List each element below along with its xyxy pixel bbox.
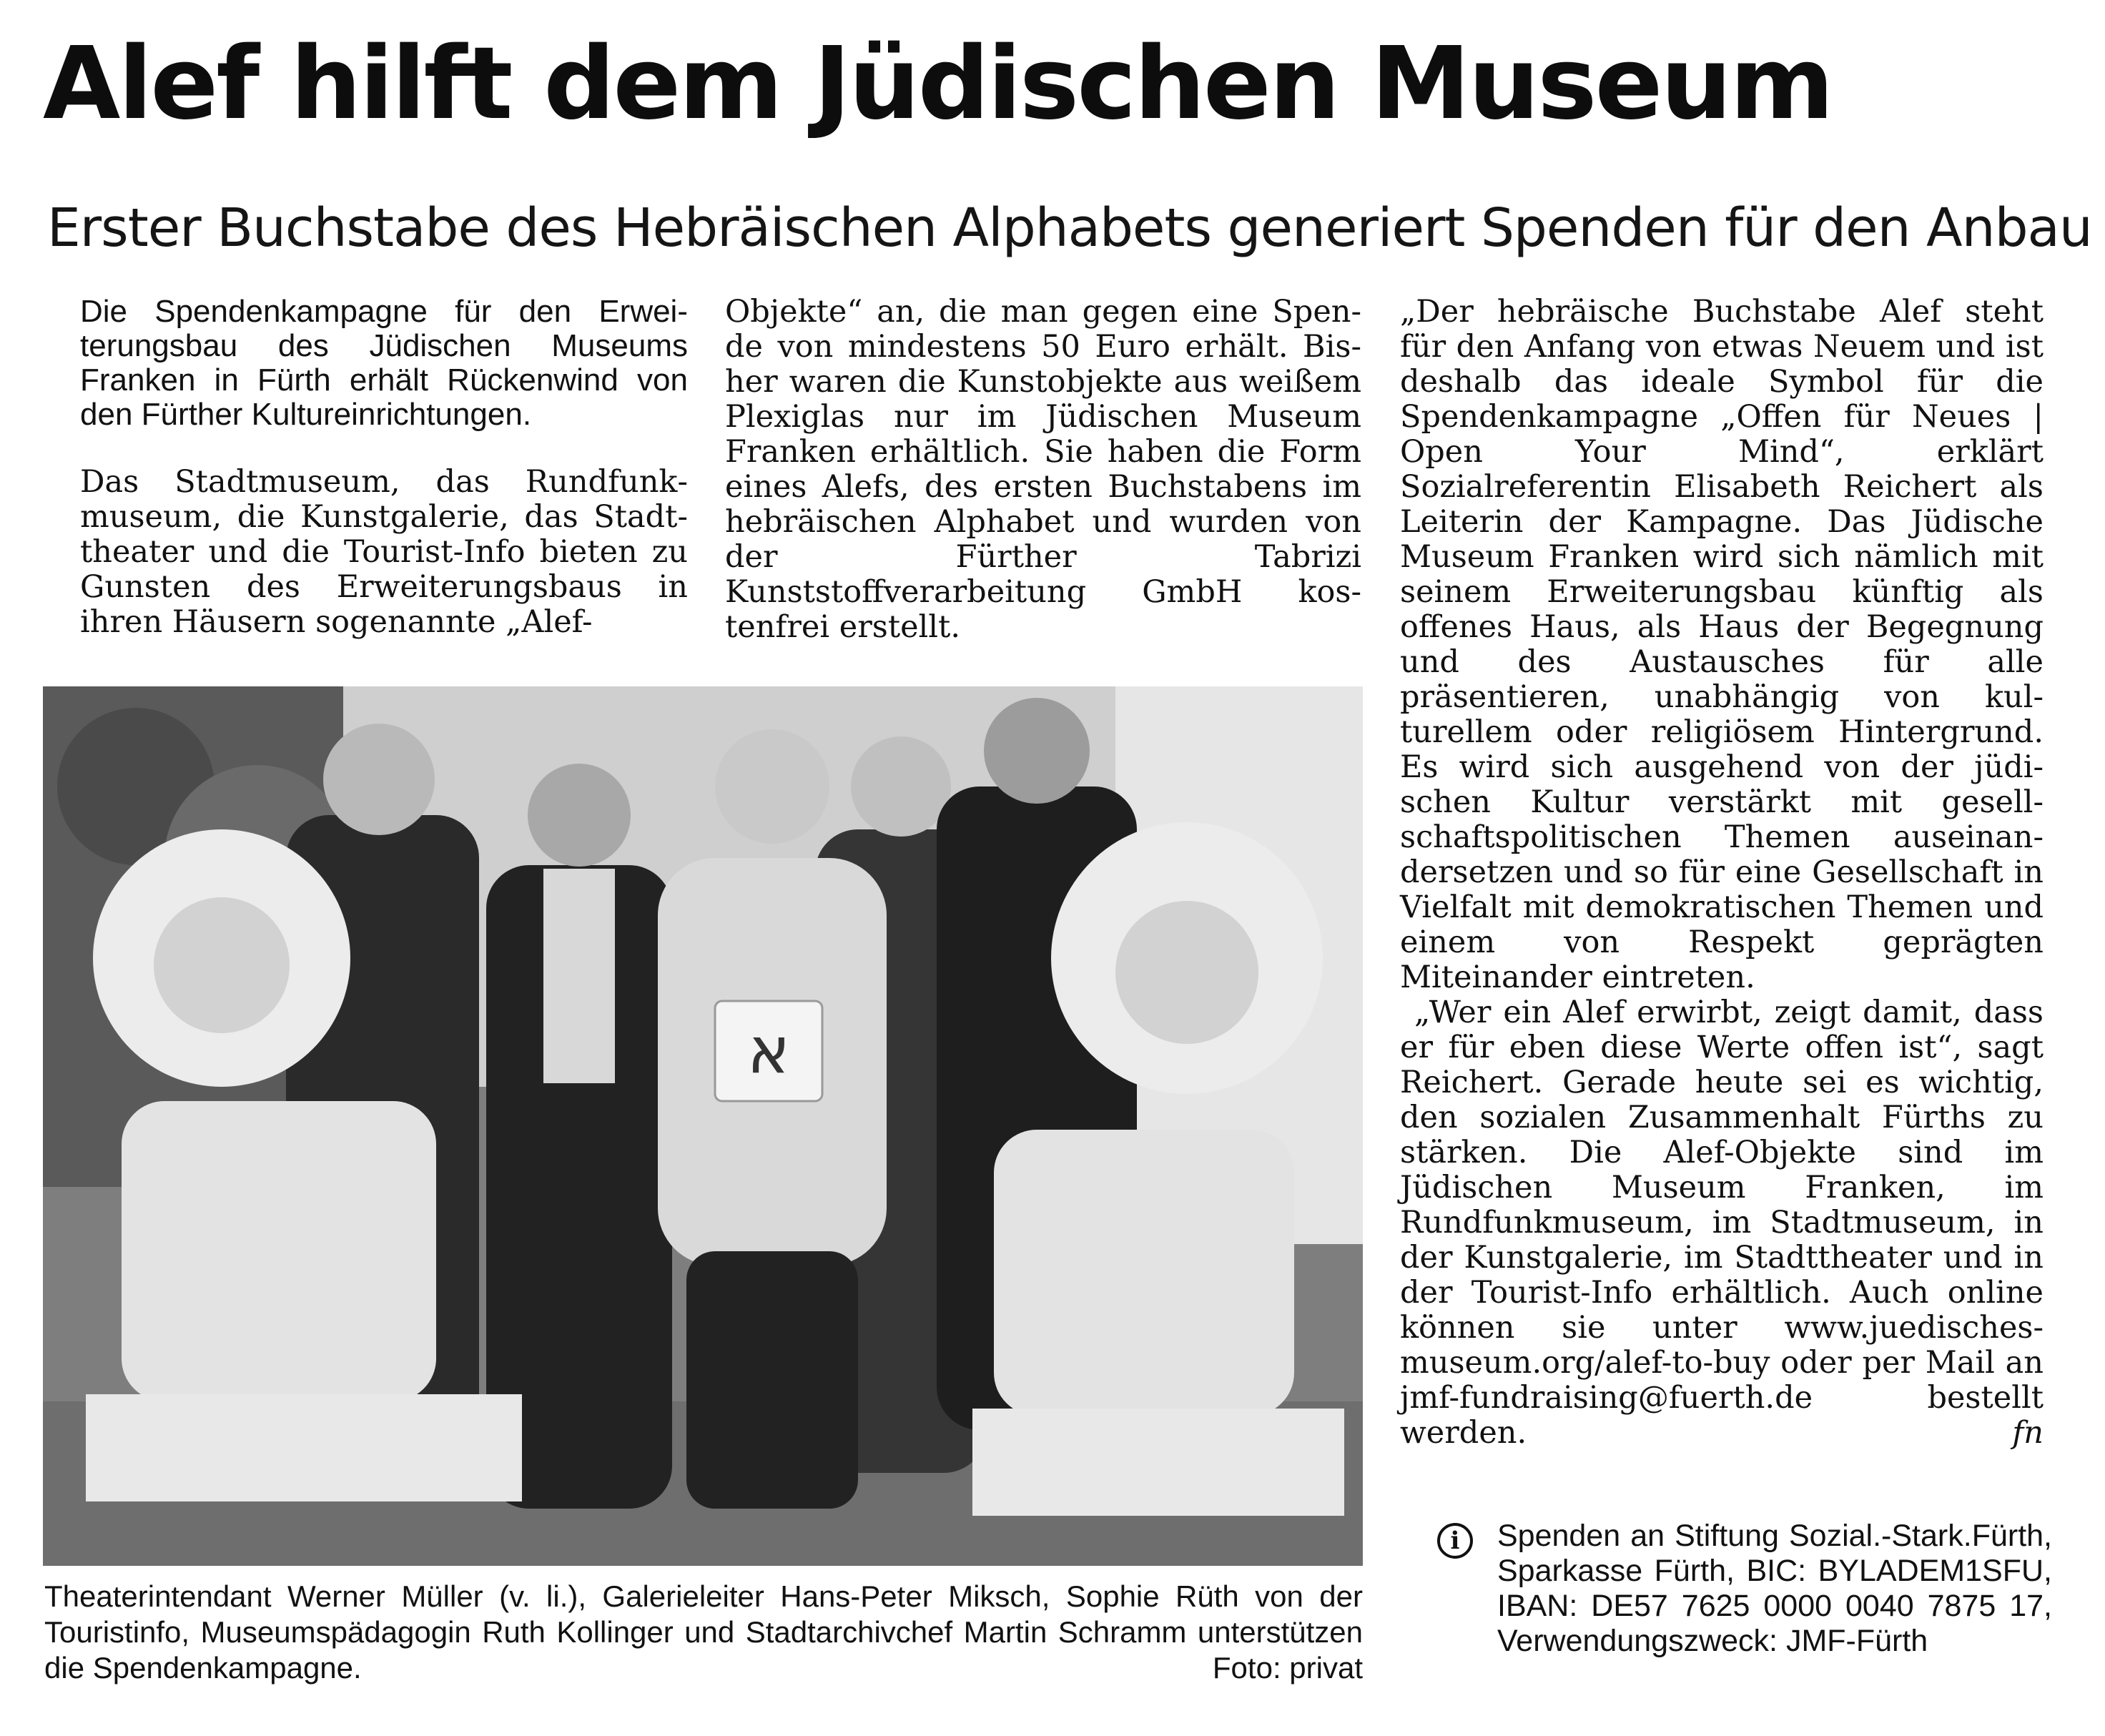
column-3-paragraph-1: „Der hebräische Buchstabe Alef steht für den Anfang von etwas Neuem und ist deshalb das ideale Symbol für die Spendenkampagne „Offen für Neues | Open Your Mind“, erklärt Sozialreferentin Elisabeth Reichert als Leiterin der Kampagne. Das Jüdische Museum Franken wird sich nämlich mit seinem Erweiterungsbau künftig als offenes Haus, als Haus der Begegnung und des Austausches für alle präsentieren, unabhängig von kulturellem oder religiösem Hintergrund. Es wird sich ausgehend von der jüdischen Kultur verstärkt mit gesellschaftspolitischen Themen auseinandersetzen und so für eine Gesellschaft in Vielfalt mit demokratischen Themen und einem von Respekt geprägten Miteinander eintreten. — [1400, 294, 2044, 995]
column-1 — [80, 465, 688, 640]
photo-caption — [44, 1579, 1363, 1686]
column-1-text: Das Stadtmuseum, das Rundfunkmuseum, die Kunstgalerie, das Stadttheater und die Tourist-Info bieten zu Gunsten des Erweiterungsbaus in ihren Häusern sogenannte „Alef- — [80, 464, 688, 640]
group-photo-illustration — [43, 686, 1363, 1566]
donation-info-box — [1437, 1519, 2052, 1659]
info-icon: i — [1437, 1523, 1473, 1559]
subheadline: Erster Buchstabe des Hebräischen Alphabets generiert Spenden für den Anbau — [47, 197, 2092, 259]
article-photo — [43, 686, 1363, 1566]
column-3 — [1400, 295, 2044, 1451]
caption-text: Theaterintendant Werner Müller (v. li.), Galerieleiter Hans-Peter Miksch, Sophie Rüth von der Touristinfo, Museumspädagogin Ruth Kollinger und Stadtarchivchef Martin Schramm unterstützen die Spendenkampagne. — [44, 1579, 1363, 1685]
column-2-text: Objekte“ an, die man gegen eine Spende von mindestens 50 Euro erhält. Bisher waren die Kunstobjekte aus weißem Plexiglas nur im Jüdischen Museum Franken erhältlich. Sie haben die Form eines Alefs, des ersten Buchstabens im hebräischen Alphabet und wurden von der Fürther Tabrizi Kunststoffverarbeitung GmbH kostenfrei erstellt. — [725, 294, 1361, 645]
alef-letter: א — [746, 1013, 791, 1088]
lead-paragraph — [80, 295, 688, 432]
headline: Alef hilft dem Jüdischen Museum — [43, 26, 1833, 142]
lead-text: Die Spendenkampagne für den Erweiterungsbau des Jüdischen Museums Franken in Fürth erhält Rückenwind von den Fürther Kultureinrichtungen. — [80, 294, 688, 432]
column-2 — [725, 295, 1361, 645]
photo-credit: Foto: privat — [1212, 1651, 1363, 1685]
column-3-paragraph-2: „Wer ein Alef erwirbt, zeigt damit, dass er für eben diese Werte offen ist“, sagt Reichert. Gerade heute sei es wichtig, den sozialen Zusammenhalt Fürths zu stärken. Die Alef-Objekte sind im Jüdischen Museum Franken, im Rundfunkmuseum, im Stadtmuseum, in der Kunstgalerie, im Stadttheater und in der Tourist-Info erhältlich. Auch online können sie unter www.juedisches-museum.org/alef-to-buy oder per Mail an jmf-fundraising@fuerth.de bestellt werden. — [1400, 995, 2044, 1451]
author-signature: fn — [2012, 1415, 2044, 1451]
alef-object — [715, 1001, 822, 1101]
donation-info-text: Spenden an Stiftung Sozial.-Stark.Fürth, Sparkasse Fürth, BIC: BYLADEM1SFU, IBAN: DE57 7625 0000 0040 7875 17, Verwendungszweck: JMF-Fürth — [1497, 1519, 2052, 1658]
